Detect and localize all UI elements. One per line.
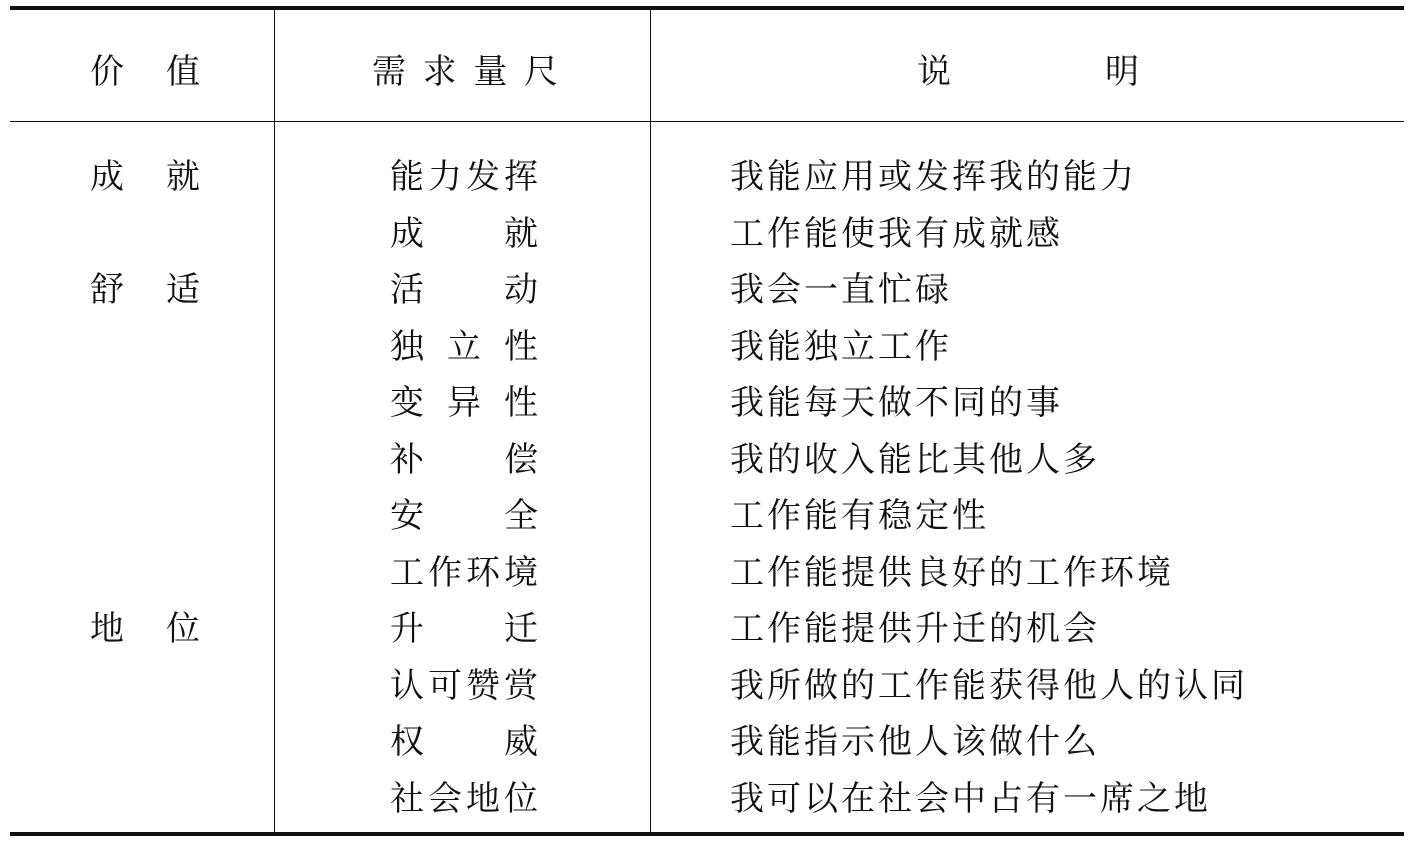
description-cell: 我可以在社会中占有一席之地: [730, 779, 1211, 819]
scale-char: 升: [390, 609, 424, 649]
scale-char: 成: [390, 214, 424, 254]
value-char: 舒: [90, 270, 124, 310]
header-value: [90, 52, 200, 92]
value-cell: [90, 609, 200, 649]
scale-char: 偿: [504, 440, 538, 480]
scale-char: 认: [390, 666, 424, 706]
scale-char: 安: [390, 496, 424, 536]
scale-char: 赞: [466, 666, 500, 706]
header-scale-char: 量: [473, 52, 508, 92]
scale-char: 会: [428, 779, 462, 819]
scale-char: 性: [504, 327, 538, 367]
value-char: 位: [166, 609, 200, 649]
header-desc-char: 说: [917, 52, 951, 92]
header-scale-char: 尺: [523, 52, 558, 92]
scale-char: 全: [504, 496, 538, 536]
value-char: 成: [90, 157, 124, 197]
value-table: [10, 6, 1404, 837]
bottom-rule: [10, 832, 1404, 836]
header-value-char: 值: [166, 52, 200, 92]
scale-char: 异: [447, 383, 481, 423]
header-value-char: 价: [90, 52, 124, 92]
top-rule: [10, 6, 1404, 10]
scale-cell: [390, 609, 538, 649]
description-cell: 工作能使我有成就感: [730, 214, 1063, 254]
description-cell: 我的收入能比其他人多: [730, 440, 1100, 480]
description-cell: 我能指示他人该做什么: [730, 722, 1100, 762]
scale-cell: [390, 270, 538, 310]
description-cell: 我会一直忙碌: [730, 270, 952, 310]
column-divider-1: [274, 10, 275, 832]
scale-char: 威: [504, 722, 538, 762]
scale-char: 力: [428, 157, 462, 197]
scale-char: 位: [504, 779, 538, 819]
value-cell: [90, 157, 200, 197]
scale-cell: [390, 383, 538, 423]
scale-cell: [390, 779, 538, 819]
value-char: 就: [166, 157, 200, 197]
description-cell: 工作能提供升迁的机会: [730, 609, 1100, 649]
value-cell: [90, 270, 200, 310]
scale-cell: [390, 327, 538, 367]
scale-char: 境: [504, 553, 538, 593]
scale-char: 作: [428, 553, 462, 593]
scale-char: 可: [428, 666, 462, 706]
header-scale: [372, 52, 558, 92]
scale-cell: [390, 553, 538, 593]
scale-char: 能: [390, 157, 424, 197]
description-cell: 工作能有稳定性: [730, 496, 989, 536]
scale-cell: [390, 440, 538, 480]
scale-cell: [390, 496, 538, 536]
scale-cell: [390, 722, 538, 762]
header-scale-char: 求: [422, 52, 457, 92]
description-cell: 我所做的工作能获得他人的认同: [730, 666, 1248, 706]
description-cell: 工作能提供良好的工作环境: [730, 553, 1174, 593]
description-cell: 我能每天做不同的事: [730, 383, 1063, 423]
value-char: 地: [90, 609, 124, 649]
scale-char: 赏: [504, 666, 538, 706]
scale-char: 就: [504, 214, 538, 254]
description-cell: 我能应用或发挥我的能力: [730, 157, 1137, 197]
scale-cell: [390, 666, 538, 706]
header-scale-char: 需: [372, 52, 406, 92]
scale-char: 活: [390, 270, 424, 310]
value-char: 适: [166, 270, 200, 310]
header-description: [917, 52, 1139, 92]
scale-char: 社: [390, 779, 424, 819]
header-desc-char: 明: [1105, 52, 1139, 92]
scale-char: 挥: [504, 157, 538, 197]
description-cell: 我能独立工作: [730, 327, 952, 367]
scale-char: 迁: [504, 609, 538, 649]
scale-char: 补: [390, 440, 424, 480]
scale-char: 地: [466, 779, 500, 819]
scale-cell: [390, 157, 538, 197]
scale-char: 立: [447, 327, 481, 367]
scale-cell: [390, 214, 538, 254]
column-divider-2: [650, 10, 651, 832]
header-rule: [10, 121, 1404, 122]
scale-char: 权: [390, 722, 424, 762]
scale-char: 变: [390, 383, 424, 423]
scale-char: 独: [390, 327, 424, 367]
scale-char: 环: [466, 553, 500, 593]
scale-char: 发: [466, 157, 500, 197]
scale-char: 性: [504, 383, 538, 423]
scale-char: 工: [390, 553, 424, 593]
scale-char: 动: [504, 270, 538, 310]
